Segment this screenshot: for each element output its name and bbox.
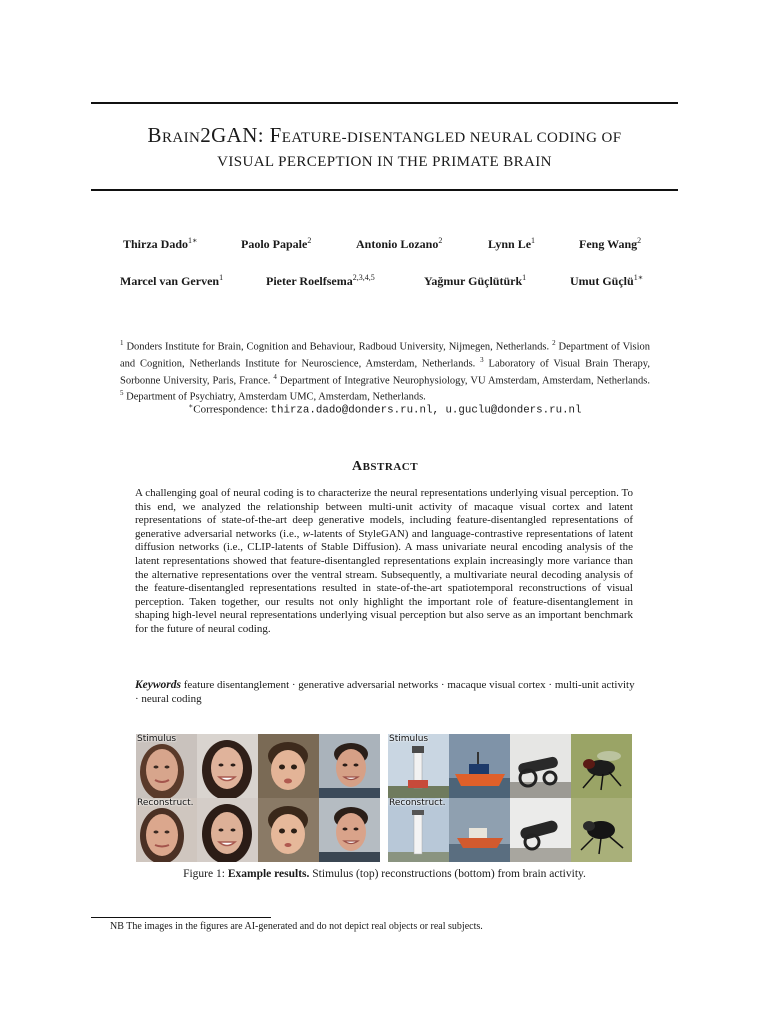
correspondence: ∗Correspondence: thirza.dado@donders.ru.nl, u.guclu@donders.ru.nl: [188, 402, 582, 417]
affiliations: $^1$ Donders Institute for Brain, Cognition and Behaviour, Radboud University, Nijmegen, Netherlands. $^2$ Department of Vision and Cognition, Netherlands Institute for Neuroscience, Amsterdam, Netherlands. $^3$ Laboratory of Visual Brain Therapy, Sorbonne University, Paris, France. $^4$ Department of Integrative Neurophysiology, VU Amsterdam, Amsterdam, Netherlands. $^5$ Department of Psychiatry, Amsterdam UMC, Amsterdam, Netherlands.: [120, 339, 650, 403]
object-stimulus-image: [388, 734, 449, 798]
footnote-rule: [91, 917, 271, 918]
face-stimulus-image: [197, 734, 258, 798]
object-stimulus-image: [510, 734, 571, 798]
author: Umut Güçlü$^{1∗}$: [570, 273, 644, 288]
face-reconstruction-image: [319, 798, 380, 862]
stimulus-label: Stimulus: [137, 734, 177, 744]
author: Marcel van Gerven$^1$: [120, 273, 224, 288]
object-reconstruction-image: [388, 798, 449, 862]
reconstruct-label: Reconstruct.: [137, 798, 194, 808]
abstract-heading: ABSTRACT: [351, 459, 419, 474]
author: Lynn Le$^1$: [488, 236, 536, 251]
correspondence-emails: thirza.dado@donders.ru.nl, u.guclu@donders.ru.nl: [270, 404, 582, 417]
paper-title-line-1: BRAIN2GAN: FEATURE-DISENTANGLED NEURAL CODING OF: [147, 123, 622, 147]
title-top-rule: [91, 102, 678, 104]
author: Paolo Papale$^2$: [241, 236, 312, 251]
author: Feng Wang$^2$: [579, 236, 642, 251]
object-reconstruction-image: [449, 798, 510, 862]
author: Pieter Roelfsema$^{2,3,4,5}$: [266, 273, 375, 288]
object-reconstruction-image: [510, 798, 571, 862]
object-reconstruction-image: [571, 798, 632, 862]
figure-caption: Figure 1: Example results. Stimulus (top) reconstructions (bottom) from brain activity.: [183, 868, 586, 880]
face-reconstruction-image: [197, 798, 258, 862]
face-reconstruction-image: [258, 798, 319, 862]
author: Yağmur Güçlütürk$^1$: [424, 273, 527, 288]
face-stimulus-image: [136, 734, 197, 798]
face-reconstruction-image: [136, 798, 197, 862]
footnote: NB The images in the figures are AI-generated and do not depict real objects or real subjects.: [110, 921, 483, 932]
face-stimulus-image: [319, 734, 380, 798]
reconstruct-label: Reconstruct.: [389, 798, 446, 808]
author: Thirza Dado$^{1∗}$: [123, 236, 198, 251]
object-stimulus-image: [571, 734, 632, 798]
title-bottom-rule: [91, 189, 678, 191]
figure-faces-grid: [136, 734, 380, 862]
abstract-text: A challenging goal of neural coding is to characterize the neural representations underlying visual perception. To this end, we analyzed the relationship between multi-unit activity of macaque visual cortex and latent representations of state-of-the-art deep generative models, including feature-disentangled representations of generative adversarial networks (i.e., w-latents of StyleGAN) and language-contrastive representations of latent diffusion networks (i.e., CLIP-latents of Stable Diffusion). A mass univariate neural encoding analysis of the latent representations showed that feature-disentangled representations explain increasingly more variance than the alternative representations over the ventral stream. Subsequently, a multivariate neural decoding analysis of the feature-disentangled representations resulted in state-of-the-art spatiotemporal reconstructions of visual perception. Taken together, our results not only highlight the important role of feature-disentanglement in shaping high-level neural representations underlying visual perception but also serve as an important benchmark for the future of neural coding.: [135, 487, 633, 635]
keywords: Keywords feature disentanglement · generative adversarial networks · macaque visual cortex · multi-unit activity · neural coding: [135, 679, 635, 705]
object-stimulus-image: [449, 734, 510, 798]
figure-objects-grid: [388, 734, 632, 862]
paper-title-line-2: VISUAL PERCEPTION IN THE PRIMATE BRAIN: [217, 154, 552, 170]
author: Antonio Lozano$^2$: [356, 236, 443, 251]
face-stimulus-image: [258, 734, 319, 798]
stimulus-label: Stimulus: [389, 734, 429, 744]
